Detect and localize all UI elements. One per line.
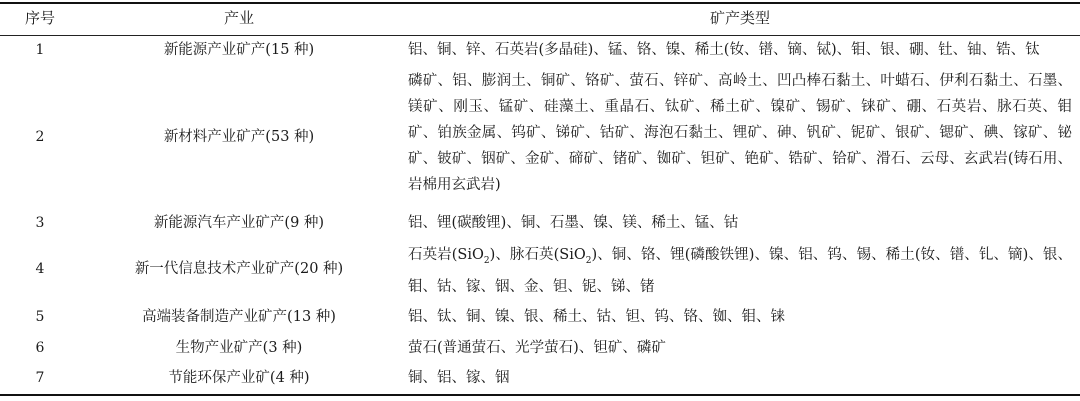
row-2-industry: 新材料产业矿产(53 种): [163, 129, 315, 145]
row-1-no: 1: [35, 42, 45, 58]
header-rule: [0, 35, 1080, 36]
row-3-minerals: 铝、锂(碳酸锂)、铜、石墨、镍、镁、稀土、锰、钴: [408, 215, 739, 231]
row-4-minerals-part-a: 石英岩(SiO: [408, 247, 484, 263]
row-7-minerals: 铜、铝、镓、铟: [408, 370, 510, 386]
header-no: 序号: [24, 9, 55, 27]
row-5-industry: 高端装备制造产业矿产(13 种): [142, 309, 336, 325]
table-bottom-rule: [0, 394, 1080, 396]
header-industry: 产业: [223, 9, 254, 27]
row-4-no: 4: [35, 261, 45, 277]
row-4-minerals-part-c: )、铜、铬、锂(磷酸铁锂)、镍、铝、钨、锡、稀土(钕、镨、钆、镝)、银、钼、钴、镓、铟、金、钽、铌、锑、锗: [408, 247, 1072, 295]
table-top-rule: [0, 2, 1080, 4]
header-minerals: 矿产类型: [709, 9, 770, 27]
row-2-no: 2: [35, 129, 45, 145]
row-4-subscript-2: 2: [585, 255, 592, 266]
row-6-minerals: 萤石(普通萤石、光学萤石)、钽矿、磷矿: [408, 340, 666, 356]
row-4-minerals: [408, 242, 1072, 300]
row-4-subscript-1: 2: [483, 255, 490, 266]
row-5-no: 5: [35, 309, 45, 325]
row-1-minerals: 铝、铜、锌、石英岩(多晶硅)、锰、铬、镍、稀土(钕、镨、镝、铽)、钼、银、硼、钍、铀、锆、钛: [408, 42, 1040, 58]
row-7-no: 7: [35, 370, 45, 386]
row-6-industry: 生物产业矿产(3 种): [175, 340, 303, 356]
row-7-industry: 节能环保产业矿(4 种): [168, 370, 310, 386]
row-4-industry: 新一代信息技术产业矿产(20 种): [134, 261, 344, 277]
row-2-minerals: 磷矿、铝、膨润土、铜矿、铬矿、萤石、锌矿、高岭土、凹凸棒石黏土、叶蜡石、伊利石黏土、石墨、镁矿、刚玉、锰矿、硅藻土、重晶石、钛矿、稀土矿、镍矿、锡矿、铼矿、硼、石英岩、脉石英、钼矿、铂族金属、钨矿、锑矿、钴矿、海泡石黏土、锂矿、砷、钒矿、铌矿、银矿、锶矿、碘、镓矿、铋矿、铍矿、铟矿、金矿、碲矿、锗矿、铷矿、钽矿、铯矿、锆矿、铪矿、滑石、云母、玄武岩(铸石用、岩棉用玄武岩): [408, 73, 1072, 194]
row-4-minerals-part-b: )、脉石英(SiO: [489, 247, 586, 263]
row-6-no: 6: [35, 340, 45, 356]
row-5-minerals: 铝、钛、铜、镍、银、稀土、钴、钽、钨、铬、铷、钼、铼: [408, 309, 785, 325]
row-1-industry: 新能源产业矿产(15 种): [163, 42, 315, 58]
row-3-no: 3: [35, 215, 45, 231]
row-3-industry: 新能源汽车产业矿产(9 种): [153, 215, 325, 231]
